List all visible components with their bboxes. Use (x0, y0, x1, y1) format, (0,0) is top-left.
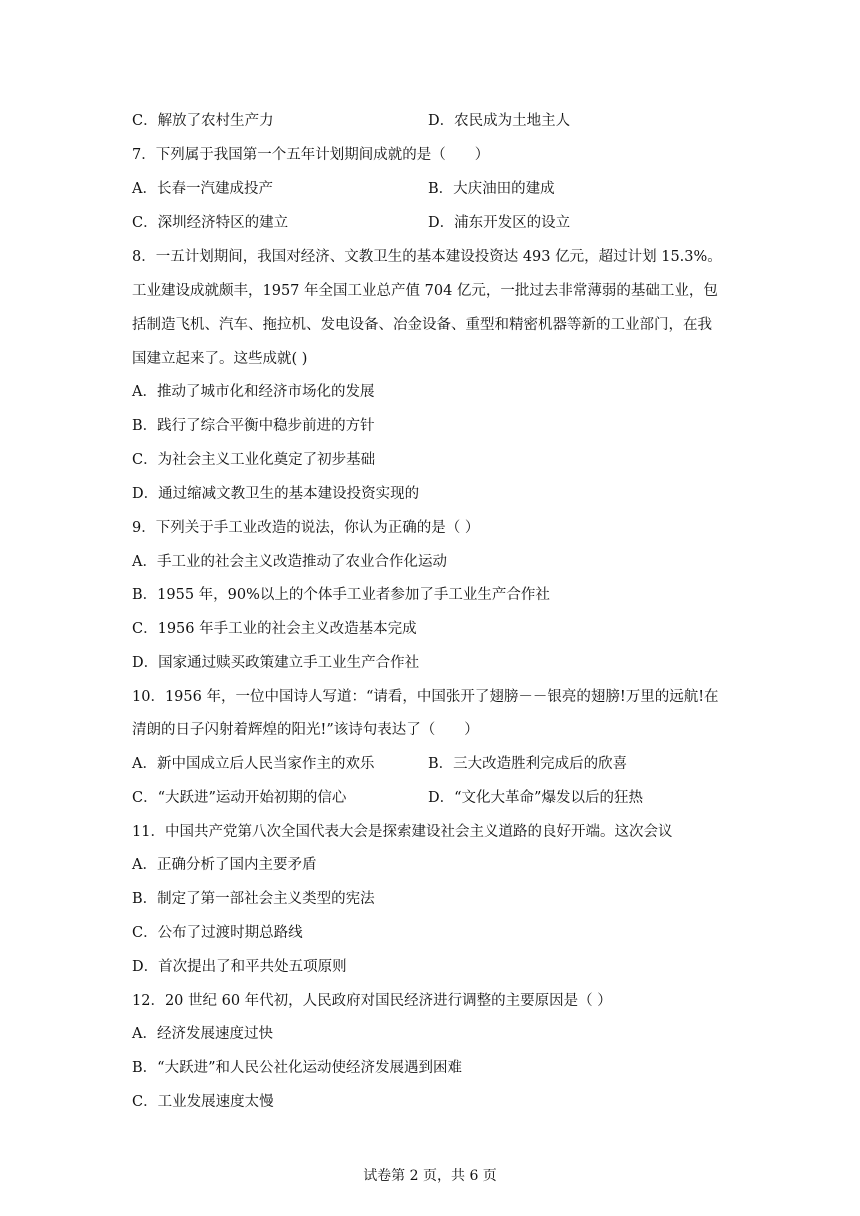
q8-option-d: D．通过缩减文教卫生的基本建设投资实现的 (132, 486, 420, 502)
q6-option-d: D．农民成为土地主人 (428, 113, 571, 129)
q6-option-c: C．解放了农村生产力 (132, 113, 274, 129)
q8-option-a: A．推动了城市化和经济市场化的发展 (132, 384, 375, 400)
q11-option-c: C．公布了过渡时期总路线 (132, 925, 303, 941)
q7-option-d: D．浦东开发区的设立 (428, 215, 571, 231)
q10-options-row-ab (132, 754, 732, 774)
q10-option-b: B．三大改造胜利完成后的欣喜 (428, 756, 628, 772)
q10-option-d: D．“文化大革命”爆发以后的狂热 (428, 790, 643, 806)
q8-option-b: B．践行了综合平衡中稳步前进的方针 (132, 418, 375, 434)
q9-stem: 9．下列关于手工业改造的说法，你认为正确的是（ ） (132, 520, 480, 536)
q10-option-a: A．新中国成立后人民当家作主的欢乐 (132, 756, 375, 772)
q9-option-c: C．1956 年手工业的社会主义改造基本完成 (132, 621, 417, 637)
q12-option-a: A．经济发展速度过快 (132, 1026, 273, 1042)
q12-option-b: B．“大跃进”和人民公社化运动使经济发展遇到困难 (132, 1060, 462, 1076)
q11-stem: 11．中国共产党第八次全国代表大会是探索建设社会主义道路的良好开端。这次会议 (132, 824, 673, 840)
page-footer: 试卷第 2 页，共 6 页 (363, 1168, 497, 1184)
q9-option-b: B．1955 年，90%以上的个体手工业者参加了手工业生产合作社 (132, 587, 550, 603)
q6-options-row-cd (132, 111, 732, 131)
q11-option-a: A．正确分析了国内主要矛盾 (132, 857, 317, 873)
q7-option-a: A．长春一汽建成投产 (132, 181, 273, 197)
q9-option-a: A．手工业的社会主义改造推动了农业合作化运动 (132, 554, 447, 570)
q10-options-row-cd (132, 788, 732, 808)
q11-option-d: D．首次提出了和平共处五项原则 (132, 959, 347, 975)
q7-options-row-ab (132, 179, 732, 199)
q7-stem: 7．下列属于我国第一个五年计划期间成就的是（ ） (132, 147, 490, 163)
q12-stem: 12．20 世纪 60 年代初，人民政府对国民经济进行调整的主要原因是（ ） (132, 993, 612, 1009)
q12-option-c: C．工业发展速度太慢 (132, 1094, 274, 1110)
q7-option-c: C．深圳经济特区的建立 (132, 215, 289, 231)
q8-stem-line: 国建立起来了。这些成就( ) (132, 351, 308, 367)
q7-option-b: B．大庆油田的建成 (428, 181, 555, 197)
q9-option-d: D．国家通过赎买政策建立手工业生产合作社 (132, 655, 420, 671)
q10-stem-line: 10．1956 年，一位中国诗人写道：“请看，中国张开了翅膀－－银亮的翅膀!万里的远航!在 (132, 689, 719, 705)
q8-option-c: C．为社会主义工业化奠定了初步基础 (132, 452, 376, 468)
q11-option-b: B．制定了第一部社会主义类型的宪法 (132, 891, 375, 907)
q10-option-c: C．“大跃进”运动开始初期的信心 (132, 790, 347, 806)
q10-stem-line: 清朗的日子闪射着辉煌的阳光!”该诗句表达了（ ） (132, 722, 479, 738)
q7-options-row-cd (132, 213, 732, 233)
q8-stem-line: 工业建设成就颇丰，1957 年全国工业总产值 704 亿元，一批过去非常薄弱的基础工业，包 (132, 283, 718, 299)
q8-stem-line: 8．一五计划期间，我国对经济、文教卫生的基本建设投资达 493 亿元，超过计划 15.3%。 (132, 249, 722, 265)
q8-stem-line: 括制造飞机、汽车、拖拉机、发电设备、冶金设备、重型和精密机器等新的工业部门，在我 (132, 317, 712, 333)
